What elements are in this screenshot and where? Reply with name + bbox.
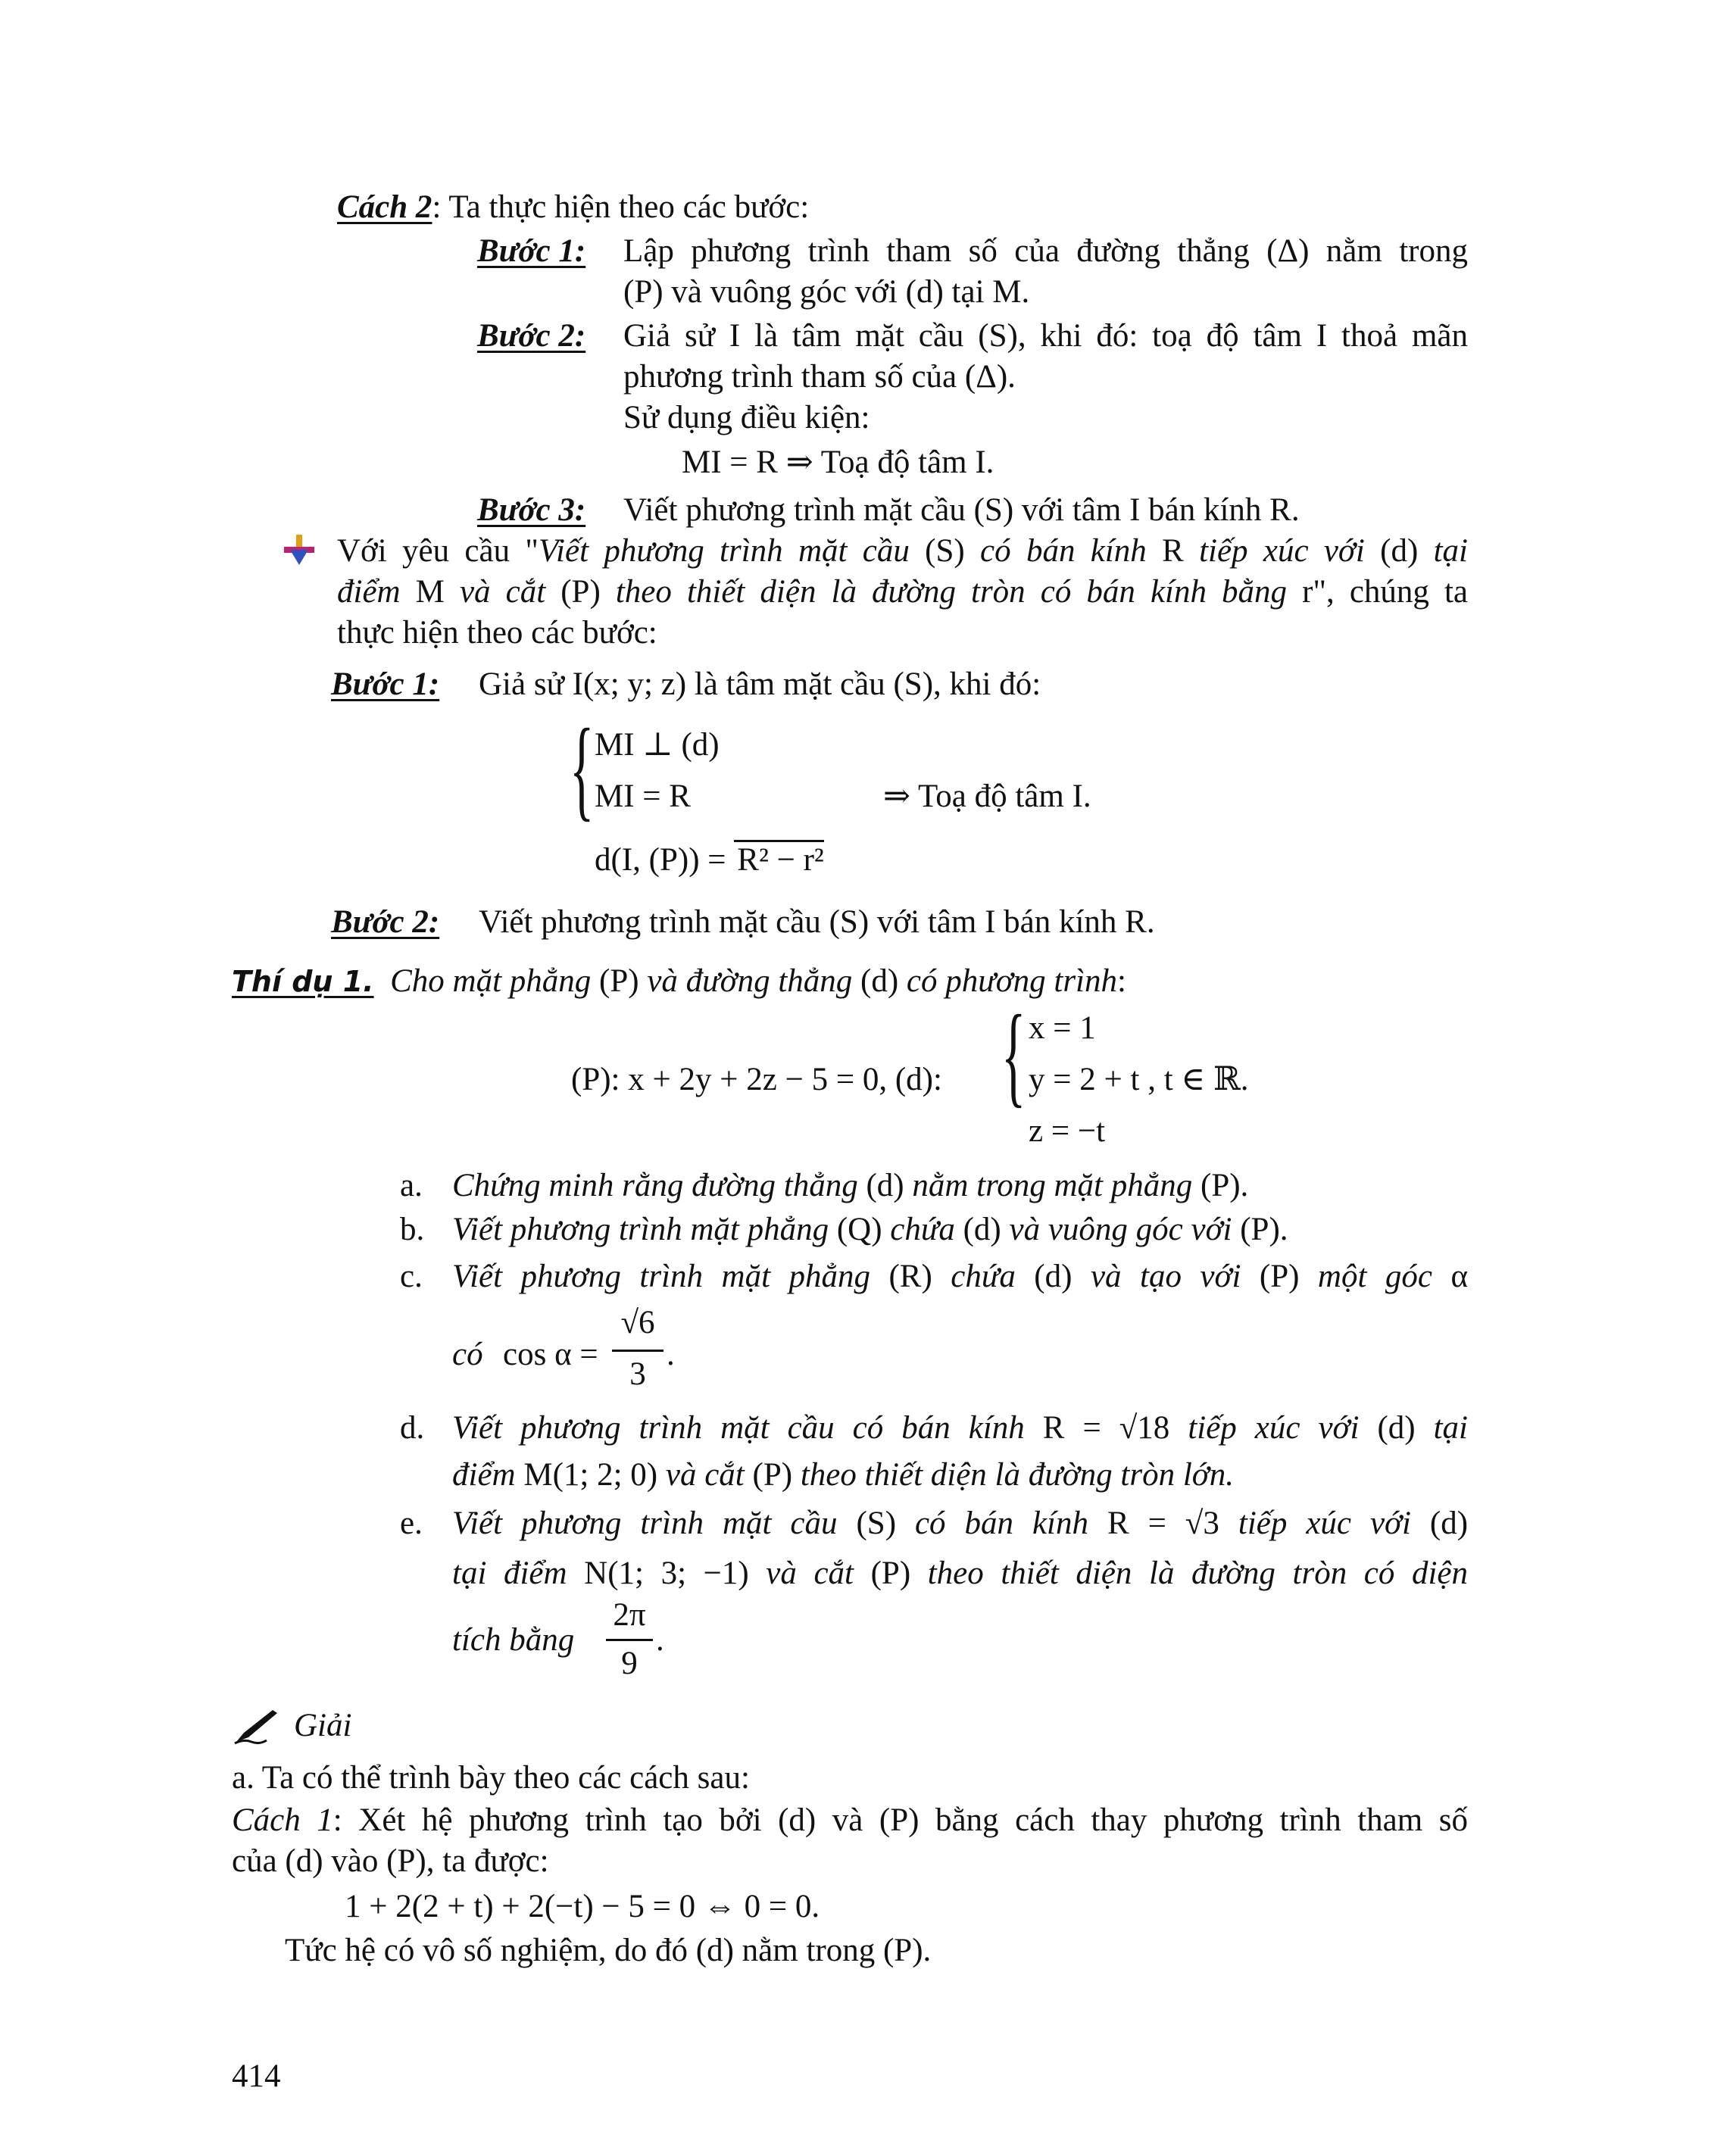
requirement-line-2: điểm M và cắt (P) theo thiết diện là đường tròn có bán kính bằng r", chúng ta: [337, 574, 1468, 610]
solution-method1: Cách 1: Xét hệ phương trình tạo bởi (d) và (P) bằng cách thay phương trình tham số: [232, 1802, 1468, 1838]
part-c-text: Viết phương trình mặt phẳng (R) chứa (d) và tạo với (P) một góc α: [452, 1259, 1469, 1294]
part-e-text-cont: tại điểm N(1; 3; −1) và cắt (P) theo thiết diện là đường tròn có diện: [452, 1556, 1468, 1591]
solution-part-a: a. Ta có thể trình bày theo các cách sau:: [232, 1760, 750, 1796]
example-heading: Thí dụ 1. Cho mặt phẳng (P) và đường thẳng (d) có phương trình:: [232, 963, 1126, 999]
requirement-line-3: thực hiện theo các bước:: [337, 615, 657, 651]
part-e-area-label: tích bằng: [452, 1622, 575, 1658]
solution-heading: Giải: [294, 1708, 352, 1743]
cach2-label: Cách 2: [337, 189, 432, 225]
cach2-heading: Cách 2: Ta thực hiện theo các bước:: [337, 189, 810, 225]
step2-text: Giả sử I là tâm mặt cầu (S), khi đó: toạ độ tâm I thoả mãn: [623, 318, 1468, 354]
step2-label: Bước 2:: [477, 318, 586, 354]
step1-label: Bước 1:: [477, 233, 586, 269]
part-a-marker: a.: [400, 1168, 423, 1203]
part-d-text-cont: điểm M(1; 2; 0) và cắt (P) theo thiết diện là đường tròn lớn.: [452, 1457, 1234, 1493]
solution-equation: 1 + 2(2 + t) + 2(−t) − 5 = 0 ⇔ 0 = 0.: [345, 1889, 820, 1924]
cos-denominator: 3: [629, 1356, 646, 1392]
area-denominator: 9: [621, 1646, 638, 1681]
part-b-text: Viết phương trình mặt phẳng (Q) chứa (d) và vuông góc với (P).: [452, 1212, 1288, 1247]
requirement-line-1: Với yêu cầu "Viết phương trình mặt cầu (S) có bán kính R tiếp xúc với (d) tại: [337, 533, 1468, 569]
area-fraction: [606, 1596, 653, 1684]
cos-fraction: [612, 1304, 663, 1396]
area-numerator: 2π: [613, 1597, 646, 1633]
step3-text: Viết phương trình mặt cầu (S) với tâm I bán kính R.: [623, 492, 1300, 528]
part-d-text: Viết phương trình mặt cầu có bán kính R = √18 tiếp xúc với (d) tại: [452, 1410, 1468, 1446]
part-e-end: .: [656, 1622, 664, 1658]
req-step2-text: Viết phương trình mặt cầu (S) với tâm I bán kính R.: [479, 904, 1155, 940]
pen-writing-icon: [233, 1709, 280, 1745]
fraction-bar: [606, 1639, 653, 1641]
line-eq-y: y = 2 + t , t ∈ ℝ.: [1029, 1062, 1249, 1097]
req-step1-text: Giả sử I(x; y; z) là tâm mặt cầu (S), khi đó:: [479, 666, 1041, 702]
fraction-bar: [612, 1350, 663, 1352]
part-d-marker: d.: [400, 1410, 425, 1446]
part-c-marker: c.: [400, 1259, 423, 1294]
system-eq-1: MI ⊥ (d): [595, 727, 720, 763]
system-eq-3: d(I, (P)) = R² − r²: [595, 841, 824, 880]
req-step1-label: Bước 1:: [331, 666, 440, 702]
part-e-marker: e.: [400, 1506, 423, 1541]
arrow-down-bullet-icon: [283, 533, 316, 566]
req-step2-label: Bước 2:: [331, 904, 440, 940]
step1-text: Lập phương trình tham số của đường thẳng (Δ) nằm trong: [623, 233, 1468, 269]
part-c-co: có: [452, 1337, 483, 1372]
part-a-text: Chứng minh rằng đường thẳng (d) nằm trong mặt phẳng (P).: [452, 1168, 1249, 1203]
step1-text-cont: (P) và vuông góc với (d) tại M.: [623, 274, 1030, 310]
equation-plane: (P): x + 2y + 2z − 5 = 0, (d):: [571, 1062, 942, 1097]
step2-condition: MI = R ⇒ Toạ độ tâm I.: [682, 445, 994, 480]
solution-method1-cont: của (d) vào (P), ta được:: [232, 1843, 549, 1879]
system-brace: {: [570, 706, 595, 832]
step2-text-cont: phương trình tham số của (Δ).: [623, 359, 1016, 395]
part-c-end: .: [667, 1337, 675, 1372]
part-e-text: Viết phương trình mặt cầu (S) có bán kính R = √3 tiếp xúc với (d): [452, 1506, 1469, 1541]
part-b-marker: b.: [400, 1212, 425, 1247]
step3-label: Bước 3:: [477, 492, 586, 528]
part-c-cos: cos α =: [503, 1337, 598, 1372]
line-eq-z: z = −t: [1029, 1113, 1106, 1149]
line-eq-x: x = 1: [1029, 1010, 1096, 1046]
system-eq-2: MI = R: [595, 779, 691, 814]
solution-conclusion: Tức hệ có vô số nghiệm, do đó (d) nằm trong (P).: [285, 1933, 932, 1968]
line-system-brace: {: [1001, 992, 1026, 1118]
page-number: 414: [232, 2058, 281, 2094]
cos-numerator: √6: [620, 1305, 655, 1340]
step2-condition-label: Sử dụng điều kiện:: [623, 400, 870, 435]
system-result: ⇒ Toạ độ tâm I.: [883, 779, 1091, 814]
